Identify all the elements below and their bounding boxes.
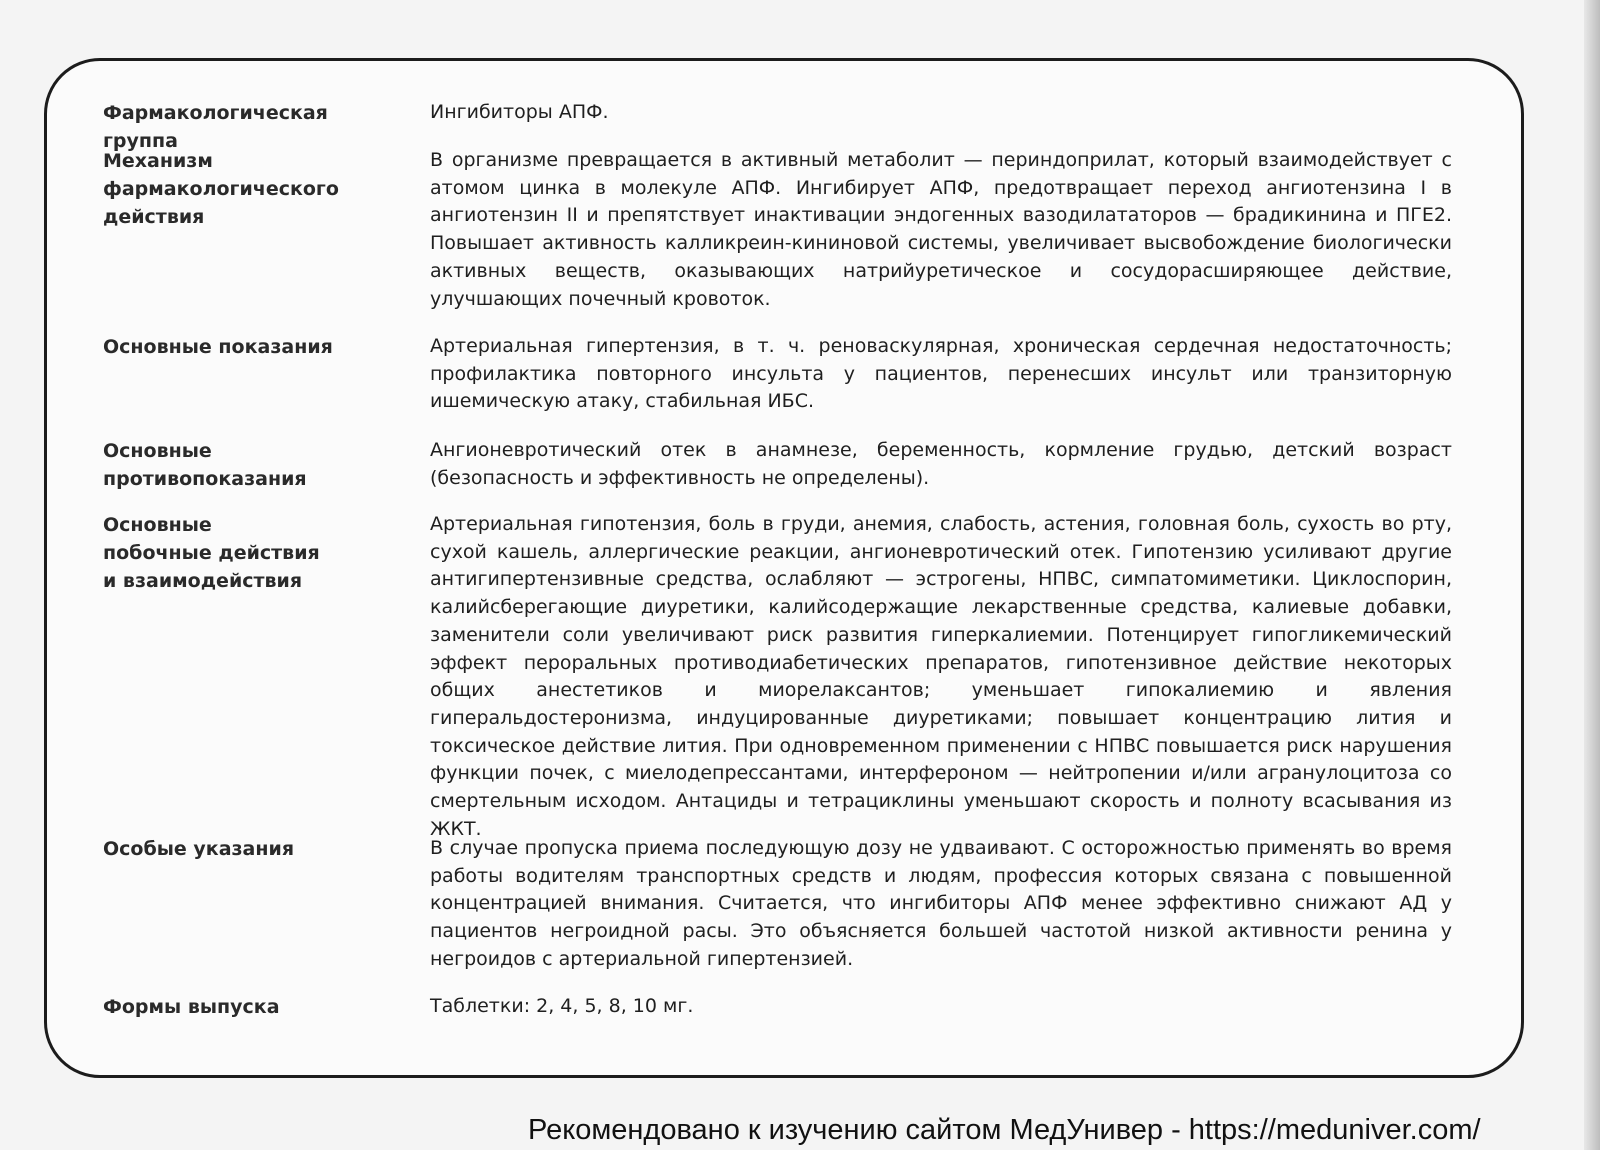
row-label: Основные побочные действия и взаимодействия [103, 514, 320, 592]
row-value: Ингибиторы АПФ. [430, 101, 609, 123]
row-value: Таблетки: 2, 4, 5, 8, 10 мг. [430, 995, 694, 1017]
page-edge-shadow [1584, 0, 1600, 1150]
row-label: Механизм фармакологического действия [103, 150, 339, 228]
row-label: Основные показания [103, 336, 333, 358]
row-value: Ангионевротический отек в анамнезе, беременность, кормление грудью, детский возраст (безопасность и эффективность не определены). [430, 439, 1452, 489]
drug-info-card [44, 58, 1524, 1078]
row-label: Формы выпуска [103, 996, 280, 1018]
row-value: В организме превращается в активный метаболит — периндоприлат, который взаимодействует с атомом цинка в молекуле АПФ. Ингибирует АПФ, предотвращает переход ангиотензина I в ангиотензин II и препятствует инактивации эндогенных вазодилататоров — брадикинина и ПГЕ2. Повышает активность калликреин-кининовой системы, увеличивает высвобождение биологически активных веществ, оказывающих натрийуретическое и сосудорасширяющее действие, улучшающих почечный кровоток. [430, 149, 1452, 310]
row-value: Артериальная гипертензия, в т. ч. реноваскулярная, хроническая сердечная недостаточность; профилактика повторного инсульта у пациентов, перенесших инсульт или транзиторную ишемическую атаку, стабильная ИБС. [430, 335, 1452, 413]
row-label: Основные противопоказания [103, 440, 307, 490]
row-value: В случае пропуска приема последующую дозу не удваивают. С осторожностью применять во время работы водителям транспортных средств и людям, профессия которых связана с повышенной концентрацией внимания. Считается, что ингибиторы АПФ менее эффективно снижают АД у пациентов негроидной расы. Это объясняется большей частотой низкой активности ренина у негроидов с артериальной гипертензией. [430, 837, 1452, 970]
row-label: Особые указания [103, 838, 295, 860]
footer-recommendation: Рекомендовано к изучению сайтом МедУнивер - https://meduniver.com/ [528, 1114, 1481, 1146]
row-value: Артериальная гипотензия, боль в груди, анемия, слабость, астения, головная боль, сухость во рту, сухой кашель, аллергические реакции, ангионевротический отек. Гипотензию усиливают другие антигипертензивные средства, ослабляют — эстрогены, НПВС, симпатомиметики. Циклоспорин, калийсберегающие диуретики, калийсодержащие лекарственные средства, калиевые добавки, заменители соли увеличивают риск развития гиперкалиемии. Потенцирует гипогликемический эффект пероральных противодиабетических препаратов, гипотензивное действие некоторых общих анестетиков и миорелаксантов; уменьшает гипокалиемию и явления гиперальдостеронизма, индуцированные диуретиками; повышает концентрацию лития и токсическое действие лития. При одновременном применении с НПВС повышается риск нарушения функции почек, с миелодепрессантами, интерфероном — нейтропении и/или агранулоцитоза со смертельным исходом. Антациды и тетрациклины уменьшают скорость и полноту всасывания из ЖКТ. [430, 513, 1452, 840]
row-label: Фармакологическая группа [103, 102, 328, 152]
